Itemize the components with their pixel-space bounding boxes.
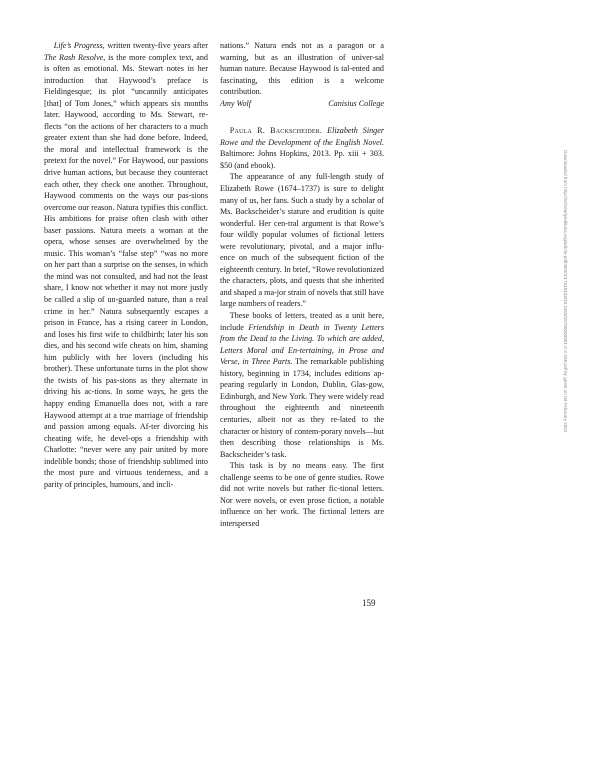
right-column [220, 40, 384, 529]
italic-text-run: Life’s Progress, [53, 41, 105, 50]
text-run: This task is by no means easy. The first challenge seems to be one of genre studies. Rowe did not write novels but rather fic-​tional letters. Nor were novels, or even prose fiction, a notable influence on her work. The fictional letters are interspersed [220, 461, 384, 528]
section-gap [220, 109, 384, 125]
review-heading [220, 125, 384, 171]
review-paragraph-3 [220, 460, 384, 529]
text-run: , is the more complex text, and is often as emotional. Ms. Stewart notes in her introduction that Haywood’s preface is Fieldingesque; its plot “uncannily anticipates [that] of Tom Jones,” which appears six months later. Haywood, according to Ms. Stewart, re-​flects “on the actions of her characters to a much greater extent than she had done before. Indeed, the moral and intellectual framework is the pretext for the novel.” For Haywood, our passions drive human actions, but because they counteract each other, they check one another. Throughout, Haywood comments on the ways our pas-​sions overcome our reason. Natura typifies this conflict. His ambitions for praise often clash with other baser passions. Natura meets a woman at the opera, whose senses are overwhelmed by the music. This woman’s “false step” “was no more on her part than a surprise on the senses, in which the mind was not consulted, and had not the least share, I know not whether it may not more justly be called a slip of un-​guarded nature, than a real crime in her.” Natura subsequently escapes a prison in France, has a rising career in London, and loses his first wife to childbirth; later his son dies, and his second wife cheats on him, shaming him publicly with her lovers (including his brother). These unfortunate turns in the plot show the twists of his pas-​sions as they alternate in driving his ac-​tions. In some ways, he gets the happy ending Emanuella does not, with a rare Haywood attempt at a true marriage of friendship and passion among equals. Af-​ter divorcing his cheating wife, he devel-​ops a friendship with Charlotte: “never were any pair united by more indelible bonds; those of friendship sublimed into the most pure and virtuous tenderness, and a parity of principles, humours, and incli- [44, 52, 208, 489]
left-column [44, 40, 208, 490]
italic-text-run: not [281, 414, 292, 424]
download-watermark-text: Downloaded from http://scholarlyeditions.org/article-pdf/48/4/2/17515133/10.1163/15700000001-2-2-159.pdf by guest on 04 February 2022 [563, 150, 568, 433]
review-author: Paula R. Backscheider. [229, 126, 323, 136]
download-watermark [561, 150, 569, 620]
review-publication-details: Baltimore: Johns Hopkins, 2013. Pp. xiii + 303. $50 (and ebook). [220, 149, 384, 170]
text-run: written twenty-five years after [104, 41, 208, 50]
page-number: 159 [362, 598, 376, 608]
italic-text-run: Friendship in Death in Twenty Letters from the Dead to the Living. To which are added, Letters Moral and En-​tertaining, in Prose and Verse, in Three Parts. [220, 322, 385, 367]
italic-text-run: The Rash Resolve [44, 52, 104, 62]
text-run: The remarkable publishing history, beginning in 1734, includes editions ap-​pearing regularly in London, Dublin, Glas-​gow, Edinburgh, and New York. They were widely read throughout the eighteenth and nineteenth centuries, albeit [220, 357, 384, 424]
reviewer-affiliation: Canisius College [328, 98, 384, 108]
text-run: The appearance of any full-length study of Elizabeth Rowe (1674–1737) is sure to delight many of us, her fans. Such a study by a scholar of Ms. Backscheider’s stature and erudition is quite wonderful. Her cen-​tral argument is that Rowe’s four wildly popular volumes of fictional letters were revolutionary, pivotal, and a major influ-​ence on much of the subsequent fiction of the eighteenth century. In brief, “Rowe revolutionized the characters, plots, and quests that she inherited and shaped a ma-​jor strain of novels that still have large numbers of readers.” [220, 172, 384, 309]
text-run: as they re-​lated to the character or history of contem-​porary novels—but then describing those relationships is Ms. Backscheider’s task. [220, 414, 385, 459]
reviewer-name: Amy Wolf [220, 98, 252, 108]
text-run: These books of letters, treated as a unit here, include [220, 311, 384, 332]
review-book-title: Elizabeth Singer Rowe and the Development of the English Novel. [220, 126, 385, 147]
review-paragraph-1 [220, 171, 384, 310]
left-paragraph [44, 40, 208, 490]
reviewer-signature [220, 98, 384, 110]
review-paragraph-2 [220, 310, 384, 460]
review-1-ending: nations.” Natura ends not as a paragon or a warning, but as an illustration of univer-​sal human nature. Because Haywood is tal-​ented and fascinating, this edition is a welcome contribution. [220, 41, 384, 97]
